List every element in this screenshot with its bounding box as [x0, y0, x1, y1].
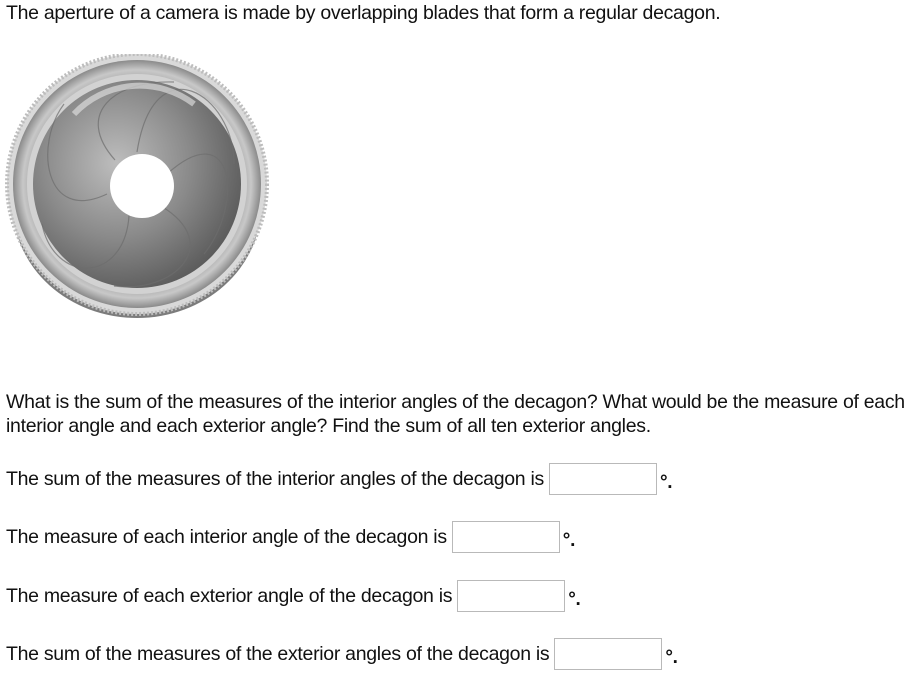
answer-prompt: The sum of the measures of the interior angles of the decagon is: [6, 467, 544, 490]
exterior-sum-input[interactable]: [554, 638, 662, 670]
answer-row-each-exterior: [6, 579, 580, 613]
answer-row-exterior-sum: [6, 637, 678, 671]
degree-unit: °.: [562, 530, 576, 551]
question-text: What is the sum of the measures of the interior angles of the decagon? What would be the measure of each interior angle and each exterior angle? Find the sum of all ten exterior angles.: [6, 391, 905, 437]
answer-prompt: The sum of the measures of the exterior angles of the decagon is: [6, 642, 550, 665]
each-exterior-angle-input[interactable]: [457, 580, 565, 612]
answer-prompt: The measure of each exterior angle of the decagon is: [6, 584, 453, 607]
answer-prompt: The measure of each interior angle of the decagon is: [6, 525, 447, 548]
degree-unit: °.: [568, 589, 581, 610]
each-interior-angle-input[interactable]: [452, 521, 560, 553]
answer-row-each-interior: [6, 520, 575, 554]
answer-row-interior-sum: [6, 462, 672, 496]
problem-intro: The aperture of a camera is made by overlapping blades that form a regular decagon.: [6, 2, 721, 24]
interior-sum-input[interactable]: [549, 463, 657, 495]
aperture-opening: [110, 154, 174, 218]
camera-aperture-lens-icon: [4, 54, 274, 334]
degree-unit: °.: [659, 472, 673, 493]
lens-illustration: [4, 54, 274, 334]
degree-unit: °.: [665, 647, 678, 668]
